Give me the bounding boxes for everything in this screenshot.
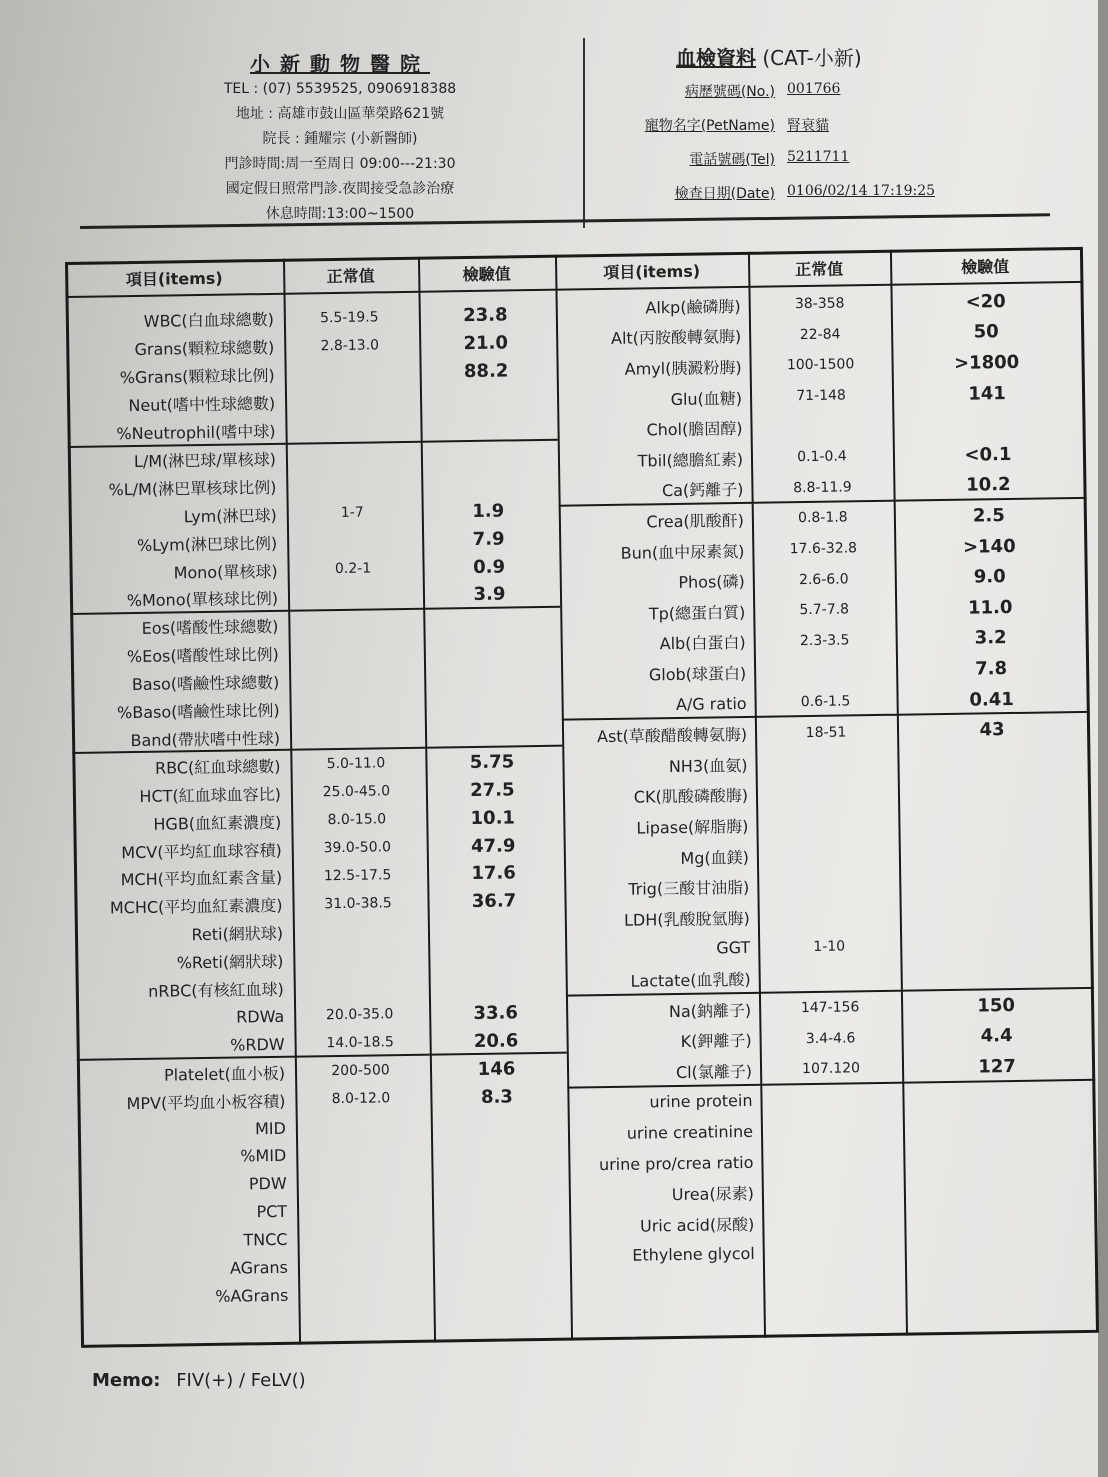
normal-range bbox=[294, 1154, 429, 1156]
normal-range bbox=[762, 1190, 904, 1192]
item-name: HCT(紅血球血容比) bbox=[139, 784, 282, 806]
item-name: WBC(白血球總數) bbox=[143, 310, 275, 332]
item-name: Urea(尿素) bbox=[671, 1184, 755, 1205]
result-value bbox=[898, 759, 1088, 762]
normal-range bbox=[758, 915, 900, 917]
result-value: 0.41 bbox=[969, 688, 1014, 711]
right-header-items: 項目(items) bbox=[603, 261, 701, 283]
normal-range: 0.2-1 bbox=[334, 560, 372, 578]
item-name: MPV(平均血小板容積) bbox=[126, 1091, 286, 1113]
item-name: Alb(白蛋白) bbox=[659, 633, 746, 654]
result-value: 150 bbox=[977, 994, 1016, 1017]
result-value: 21.0 bbox=[463, 332, 509, 355]
clinic-holiday: 國定假日照常門診.夜間接受急診治療 bbox=[225, 181, 455, 197]
result-value bbox=[418, 398, 555, 400]
item-name: %Eos(嗜酸性球比例) bbox=[126, 645, 279, 667]
normal-range bbox=[763, 1252, 905, 1254]
record-species: (CAT-小新) bbox=[762, 46, 862, 70]
item-name: K(鉀離子) bbox=[680, 1031, 752, 1052]
result-value: 8.3 bbox=[480, 1086, 514, 1108]
result-value: 3.2 bbox=[974, 627, 1007, 649]
normal-range: 100-1500 bbox=[786, 356, 855, 374]
record-pet-value: 腎衰貓 bbox=[787, 118, 829, 134]
record-no-row bbox=[620, 81, 1060, 115]
item-name: Tp(總蛋白質) bbox=[648, 602, 746, 624]
result-value: 50 bbox=[973, 321, 999, 343]
normal-range bbox=[295, 1182, 430, 1184]
result-value bbox=[419, 454, 556, 456]
result-value: 0.9 bbox=[472, 556, 506, 578]
result-value: 17.6 bbox=[471, 862, 516, 885]
normal-range: 20.0-35.0 bbox=[325, 1006, 394, 1024]
item-name: %Neutrophil(嗜中球) bbox=[116, 421, 276, 444]
clinic-name: 小新動物醫院 bbox=[250, 52, 430, 76]
result-value: 36.7 bbox=[471, 890, 517, 913]
item-name: Glu(血糖) bbox=[670, 388, 743, 409]
normal-range bbox=[287, 651, 422, 653]
record-tel-row bbox=[620, 149, 1060, 183]
record-tel-value: 5211711 bbox=[787, 149, 850, 165]
record-info bbox=[620, 42, 1060, 217]
clinic-address: 地址 : 高雄市鼓山區華榮路621號 bbox=[235, 106, 445, 122]
item-name: Neut(嗜中性球總數) bbox=[128, 394, 276, 416]
normal-range bbox=[759, 976, 901, 978]
normal-range: 2.8-13.0 bbox=[320, 337, 380, 355]
normal-range bbox=[295, 1209, 430, 1211]
record-title bbox=[676, 42, 1060, 71]
normal-range bbox=[762, 1221, 904, 1223]
normal-range bbox=[286, 624, 421, 626]
normal-range bbox=[283, 400, 418, 402]
normal-range: 107.120 bbox=[801, 1060, 861, 1078]
item-name: Tbil(總膽紅素) bbox=[637, 449, 744, 471]
result-value bbox=[903, 1096, 1093, 1099]
left-header-normal: 正常值 bbox=[326, 266, 375, 287]
normal-range: 31.0-38.5 bbox=[324, 895, 392, 913]
item-name: Baso(嗜鹼性球總數) bbox=[131, 672, 280, 695]
result-value bbox=[419, 482, 556, 484]
result-value: 43 bbox=[979, 719, 1005, 741]
result-value bbox=[427, 984, 564, 986]
result-value bbox=[430, 1179, 567, 1181]
normal-range: 0.1-0.4 bbox=[797, 448, 847, 466]
record-date-row bbox=[620, 183, 1060, 217]
normal-range bbox=[754, 670, 896, 672]
normal-range bbox=[286, 596, 421, 598]
normal-range: 17.6-32.8 bbox=[789, 540, 858, 558]
result-value bbox=[900, 943, 1090, 946]
result-value bbox=[899, 882, 1089, 885]
item-name: Lipase(解脂脢) bbox=[636, 816, 749, 838]
normal-range: 12.5-17.5 bbox=[323, 867, 392, 885]
clinic-rest: 休息時間:13:00~1500 bbox=[265, 206, 415, 222]
clinic-header bbox=[150, 48, 530, 227]
item-name: Lym(淋巴球) bbox=[183, 505, 277, 526]
right-header-normal: 正常值 bbox=[795, 259, 844, 280]
result-value bbox=[426, 956, 563, 958]
item-name: %RDW bbox=[230, 1034, 285, 1055]
result-value bbox=[429, 1124, 566, 1126]
result-value: <0.1 bbox=[964, 443, 1012, 466]
normal-range: 5.0-11.0 bbox=[326, 755, 386, 773]
item-name: AGrans bbox=[229, 1257, 289, 1278]
normal-range: 200-500 bbox=[331, 1062, 390, 1080]
result-value: 20.6 bbox=[473, 1030, 519, 1052]
normal-range: 71-148 bbox=[796, 387, 846, 405]
clinic-hours: 門診時間:周一至周日 09:00---21:30 bbox=[224, 156, 456, 172]
normal-range bbox=[284, 456, 419, 458]
item-name: Ast(草酸醋酸轉氨脢) bbox=[596, 725, 748, 747]
record-no-label: 病歷號碼(No.) bbox=[684, 84, 775, 100]
normal-range bbox=[292, 986, 427, 988]
result-value bbox=[429, 1152, 566, 1154]
item-name: MCHC(平均血紅素濃度) bbox=[109, 896, 283, 918]
result-value bbox=[903, 1157, 1093, 1160]
normal-range bbox=[291, 958, 426, 960]
result-value: 4.4 bbox=[980, 1025, 1013, 1047]
result-value: 127 bbox=[978, 1055, 1016, 1078]
item-name: CK(肌酸磷酸脢) bbox=[633, 786, 749, 808]
item-name: Eos(嗜酸性球總數) bbox=[141, 617, 279, 639]
item-name: A/G ratio bbox=[675, 693, 747, 714]
normal-range: 38-358 bbox=[794, 295, 845, 313]
normal-range: 8.0-12.0 bbox=[331, 1090, 391, 1108]
normal-range: 147-156 bbox=[800, 999, 860, 1017]
item-name: Alkp(鹼磷脢) bbox=[645, 296, 741, 318]
header-divider bbox=[583, 38, 585, 228]
item-name: L/M(淋巴球/單核球) bbox=[133, 449, 277, 471]
result-value bbox=[430, 1207, 567, 1209]
item-name: RBC(紅血球總數) bbox=[154, 756, 281, 778]
result-value bbox=[431, 1263, 568, 1265]
result-value bbox=[426, 928, 563, 930]
item-name: MID bbox=[254, 1118, 287, 1138]
normal-range bbox=[756, 823, 898, 825]
normal-range bbox=[291, 930, 426, 932]
item-name: GGT bbox=[716, 938, 751, 958]
result-value bbox=[905, 1249, 1095, 1252]
clinic-director: 院長 : 鍾耀宗 (小新醫師) bbox=[262, 131, 418, 147]
item-name: Ca(鈣離子) bbox=[661, 480, 744, 501]
record-pet-row bbox=[620, 115, 1060, 149]
result-value: 7.8 bbox=[975, 658, 1008, 680]
result-value: 9.0 bbox=[973, 566, 1006, 588]
result-value bbox=[904, 1218, 1094, 1221]
result-value bbox=[893, 423, 1083, 426]
result-value: 11.0 bbox=[967, 596, 1013, 619]
result-value bbox=[431, 1291, 568, 1293]
result-value: <20 bbox=[965, 290, 1006, 313]
normal-range: 8.8-11.9 bbox=[793, 479, 852, 497]
item-name: Trig(三酸甘油脂) bbox=[628, 878, 750, 899]
normal-range bbox=[296, 1293, 431, 1295]
result-value bbox=[421, 622, 558, 624]
result-value: >140 bbox=[962, 535, 1016, 558]
record-date-label: 檢查日期(Date) bbox=[674, 186, 775, 202]
item-name: Amyl(胰澱粉脢) bbox=[624, 357, 742, 379]
normal-range bbox=[296, 1265, 431, 1267]
item-name: urine creatinine bbox=[626, 1121, 754, 1143]
normal-range: 0.8-1.8 bbox=[797, 509, 848, 527]
normal-range: 14.0-18.5 bbox=[326, 1034, 394, 1052]
item-name: Mono(單核球) bbox=[173, 561, 278, 582]
normal-range bbox=[296, 1237, 431, 1239]
result-value bbox=[901, 973, 1091, 976]
normal-range: 39.0-50.0 bbox=[323, 839, 392, 857]
result-value bbox=[899, 851, 1089, 854]
normal-range bbox=[761, 1160, 903, 1162]
normal-range bbox=[284, 428, 419, 430]
result-value: 88.2 bbox=[463, 360, 509, 383]
item-name: Reti(網狀球) bbox=[191, 924, 284, 945]
result-value: >1800 bbox=[953, 351, 1020, 374]
normal-range bbox=[757, 884, 899, 886]
result-value bbox=[423, 733, 560, 735]
memo-value: FIV(+) / FeLV() bbox=[176, 1370, 306, 1391]
item-name: %AGrans bbox=[215, 1285, 289, 1306]
item-name: Bun(血中尿素氮) bbox=[620, 541, 745, 563]
item-name: Glob(球蛋白) bbox=[648, 663, 747, 685]
item-name: %Reti(網狀球) bbox=[176, 951, 284, 973]
result-value: 2.5 bbox=[972, 505, 1005, 527]
item-name: %MID bbox=[240, 1146, 287, 1166]
normal-range: 3.4-4.6 bbox=[805, 1030, 856, 1047]
normal-range: 5.7-7.8 bbox=[799, 601, 850, 619]
item-name: Cl(氯離子) bbox=[675, 1061, 753, 1082]
item-name: %L/M(淋巴單核球比例) bbox=[108, 477, 277, 500]
record-tel-label: 電話號碼(Tel) bbox=[689, 152, 775, 168]
item-name: Grans(顆粒球總數) bbox=[134, 338, 275, 360]
item-name: RDWa bbox=[236, 1006, 285, 1027]
item-name: urine pro/crea ratio bbox=[598, 1152, 754, 1174]
record-title-text: 血檢資料 bbox=[676, 46, 756, 70]
result-value bbox=[898, 790, 1088, 793]
item-name: Crea(肌酸酐) bbox=[646, 510, 745, 532]
normal-range bbox=[757, 854, 899, 856]
result-value bbox=[423, 705, 560, 707]
result-value: 141 bbox=[968, 382, 1006, 405]
result-value: 33.6 bbox=[473, 1002, 519, 1024]
result-value: 5.75 bbox=[469, 751, 515, 773]
result-value bbox=[898, 820, 1088, 823]
normal-range bbox=[285, 540, 420, 542]
item-name: MCV(平均紅血球容積) bbox=[121, 840, 282, 862]
normal-range: 5.5-19.5 bbox=[319, 309, 379, 327]
item-name: NH3(血氨) bbox=[668, 755, 748, 776]
left-header-result: 檢驗值 bbox=[462, 264, 511, 285]
result-value bbox=[419, 426, 556, 428]
record-no-value: 001766 bbox=[787, 81, 841, 97]
result-value bbox=[900, 912, 1090, 915]
normal-range: 8.0-15.0 bbox=[327, 811, 387, 829]
item-name: PDW bbox=[248, 1174, 287, 1194]
item-name: %Baso(嗜鹼性球比例) bbox=[116, 700, 280, 723]
normal-range bbox=[751, 425, 893, 427]
normal-range bbox=[294, 1126, 429, 1128]
result-value: 7.9 bbox=[472, 528, 505, 550]
left-header-items: 項目(items) bbox=[125, 268, 223, 290]
clinic-tel: TEL : (07) 5539525, 0906918388 bbox=[223, 81, 457, 97]
normal-range bbox=[288, 735, 423, 737]
item-name: Phos(磷) bbox=[678, 572, 745, 593]
item-name: TNCC bbox=[243, 1229, 288, 1250]
item-name: Mg(血鎂) bbox=[680, 847, 750, 868]
normal-range: 2.3-3.5 bbox=[799, 632, 850, 650]
normal-range: 0.6-1.5 bbox=[800, 693, 851, 711]
memo-label: Memo: bbox=[92, 1370, 161, 1391]
item-name: PCT bbox=[256, 1202, 288, 1222]
result-value bbox=[422, 649, 559, 651]
item-name: HGB(血紅素濃度) bbox=[153, 812, 282, 834]
item-name: Platelet(血小板) bbox=[163, 1063, 286, 1085]
item-name: Ethylene glycol bbox=[632, 1244, 755, 1266]
item-name: nRBC(有核紅血球) bbox=[148, 979, 284, 1001]
item-name: Lactate(血乳酸) bbox=[630, 969, 751, 991]
normal-range bbox=[284, 484, 419, 486]
item-name: %Lym(淋巴球比例) bbox=[136, 533, 278, 555]
normal-range bbox=[761, 1099, 903, 1101]
item-name: Alt(丙胺酸轉氨脢) bbox=[610, 327, 742, 349]
item-name: Chol(膽固醇) bbox=[646, 419, 743, 440]
normal-range: 18-51 bbox=[805, 724, 847, 741]
record-pet-label: 寵物名字(PetName) bbox=[644, 118, 775, 134]
normal-range bbox=[756, 793, 898, 795]
result-value: 27.5 bbox=[470, 779, 515, 801]
item-name: urine protein bbox=[649, 1091, 753, 1112]
result-value bbox=[904, 1188, 1094, 1191]
normal-range bbox=[288, 707, 423, 709]
result-value: 3.9 bbox=[473, 583, 506, 606]
result-value: 23.8 bbox=[462, 304, 508, 327]
normal-range bbox=[287, 679, 422, 681]
normal-range: 25.0-45.0 bbox=[322, 783, 391, 801]
result-value: 10.2 bbox=[966, 474, 1011, 497]
normal-range: 22-84 bbox=[799, 326, 841, 343]
item-name: Uric acid(尿酸) bbox=[639, 1214, 755, 1236]
result-value bbox=[422, 677, 559, 679]
normal-range bbox=[283, 373, 418, 375]
result-value: 146 bbox=[477, 1058, 516, 1080]
record-date-value: 0106/02/14 17:19:25 bbox=[787, 183, 936, 199]
item-name: LDH(乳酸脫氫脢) bbox=[623, 908, 750, 930]
item-name: %Grans(顆粒球比例) bbox=[119, 366, 275, 388]
item-name: Band(帶狀嗜中性球) bbox=[130, 728, 281, 751]
normal-range: 2.6-6.0 bbox=[798, 571, 849, 588]
normal-range bbox=[756, 762, 898, 764]
item-name: %Mono(單核球比例) bbox=[126, 589, 279, 611]
normal-range: 1-10 bbox=[813, 938, 846, 955]
item-name: MCH(平均血紅素含量) bbox=[120, 868, 283, 890]
normal-range bbox=[761, 1129, 903, 1131]
item-name: Na(鈉離子) bbox=[668, 1000, 752, 1021]
memo bbox=[92, 1370, 306, 1391]
result-value: 1.9 bbox=[472, 500, 505, 522]
result-value bbox=[431, 1235, 568, 1237]
normal-range: 1-7 bbox=[340, 504, 364, 522]
result-value: 10.1 bbox=[470, 807, 516, 829]
result-value: 47.9 bbox=[470, 834, 516, 857]
right-header-result: 檢驗值 bbox=[961, 256, 1010, 277]
results-table bbox=[65, 247, 1099, 1348]
result-value bbox=[903, 1126, 1093, 1129]
